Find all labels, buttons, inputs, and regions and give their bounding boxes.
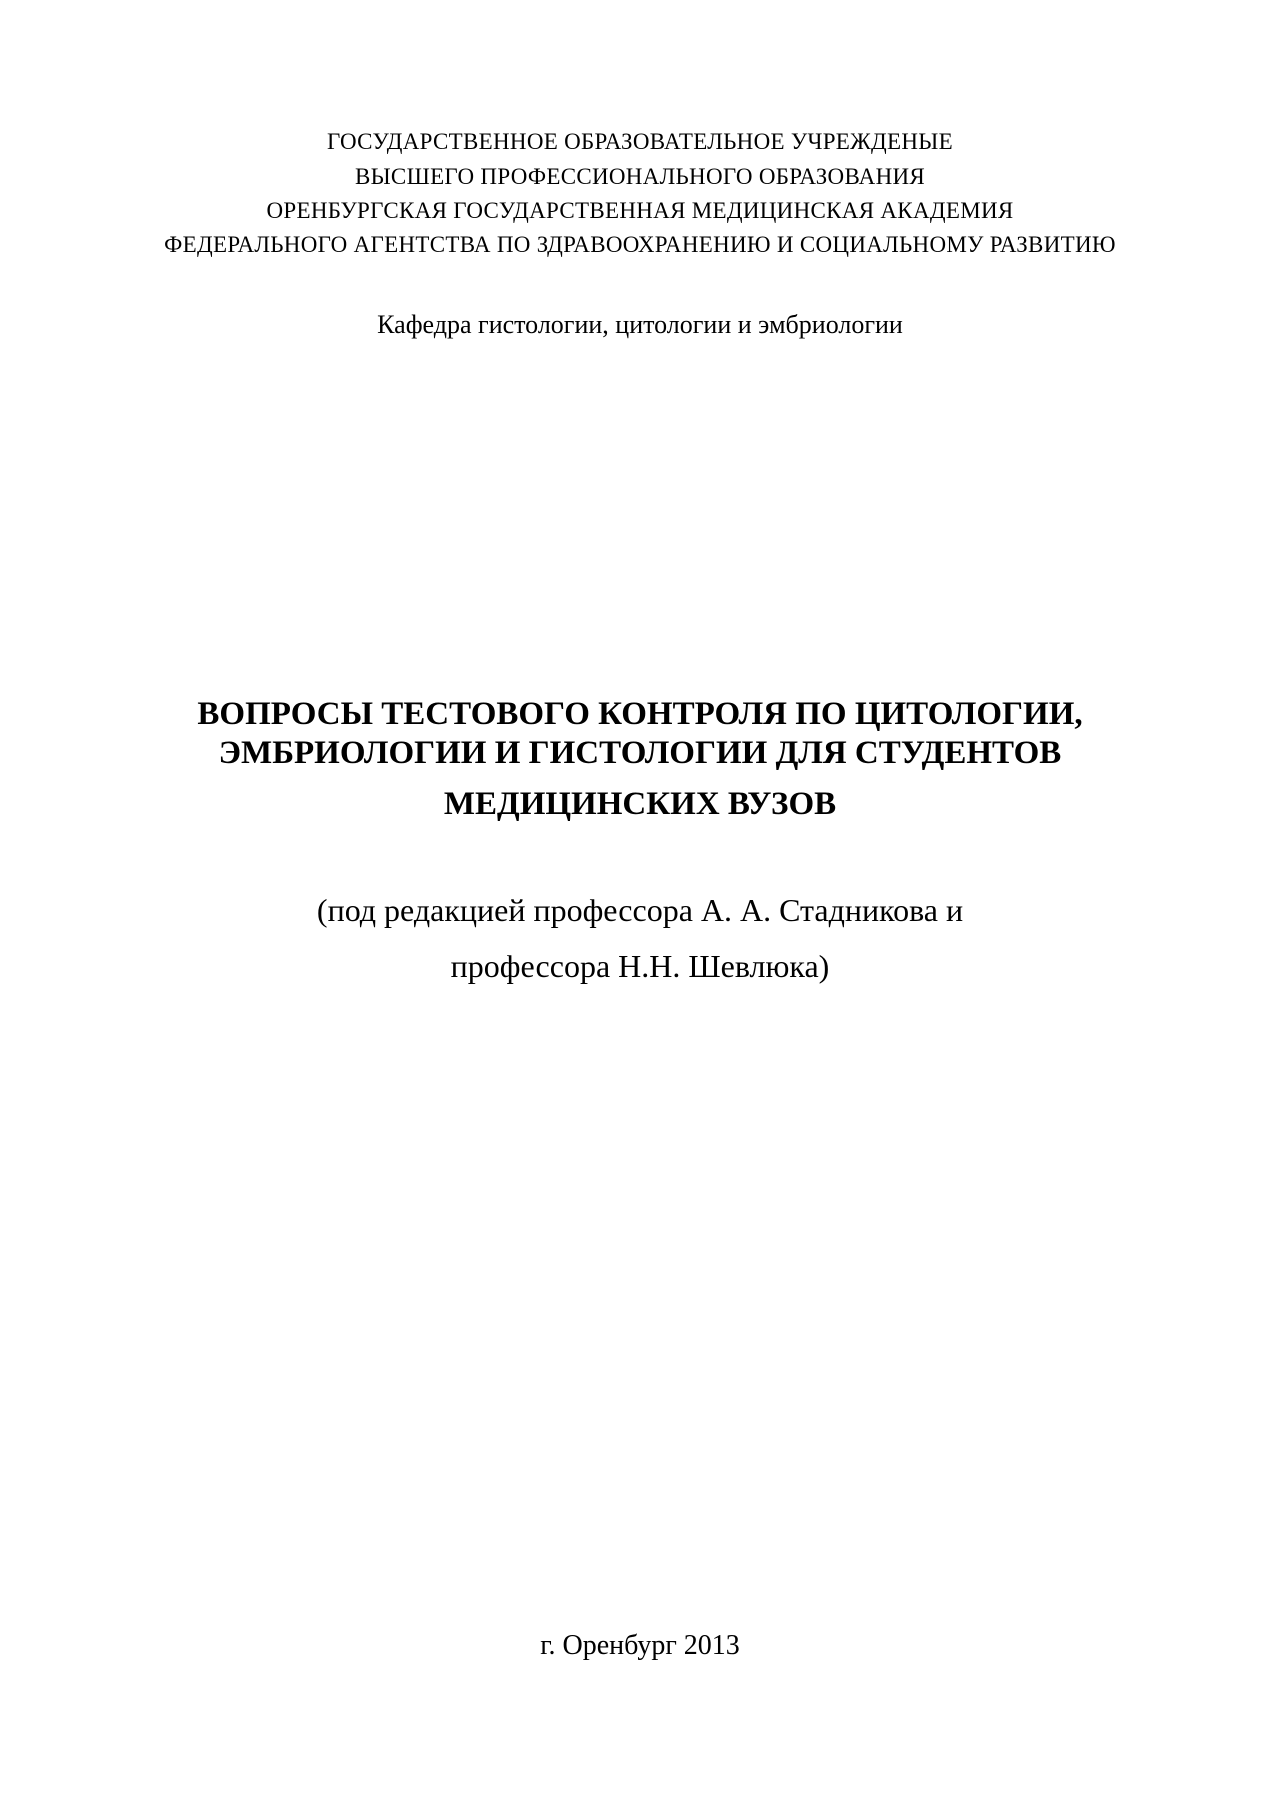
- place-year: г. Оренбург 2013: [540, 1630, 740, 1661]
- title-line-3: МЕДИЦИНСКИХ ВУЗОВ: [443, 786, 837, 822]
- title-line-2: ЭМБРИОЛОГИИ И ГИСТОЛОГИИ ДЛЯ СТУДЕНТОВ: [218, 735, 1062, 771]
- org-line-4: ФЕДЕРАЛЬНОГО АГЕНТСТВА ПО ЗДРАВООХРАНЕНИЮ И СОЦИАЛЬНОМУ РАЗВИТИЮ: [164, 232, 1116, 257]
- org-line-3: ОРЕНБУРГСКАЯ ГОСУДАРСТВЕННАЯ МЕДИЦИНСКАЯ АКАДЕМИЯ: [266, 198, 1014, 223]
- org-line-2: ВЫСШЕГО ПРОФЕССИОНАЛЬНОГО ОБРАЗОВАНИЯ: [354, 164, 926, 189]
- department-name: Кафедра гистологии, цитологии и эмбриологии: [377, 310, 903, 339]
- title-line-1: ВОПРОСЫ ТЕСТОВОГО КОНТРОЛЯ ПО ЦИТОЛОГИИ,: [197, 696, 1083, 732]
- editors-line-1: (под редакцией профессора А. А. Стадникова и: [316, 892, 964, 928]
- org-line-1: ГОСУДАРСТВЕННОЕ ОБРАЗОВАТЕЛЬНОЕ УЧРЕЖДЕНЫЕ: [326, 129, 954, 154]
- editors-line-2: профессора Н.Н. Шевлюка): [450, 948, 830, 984]
